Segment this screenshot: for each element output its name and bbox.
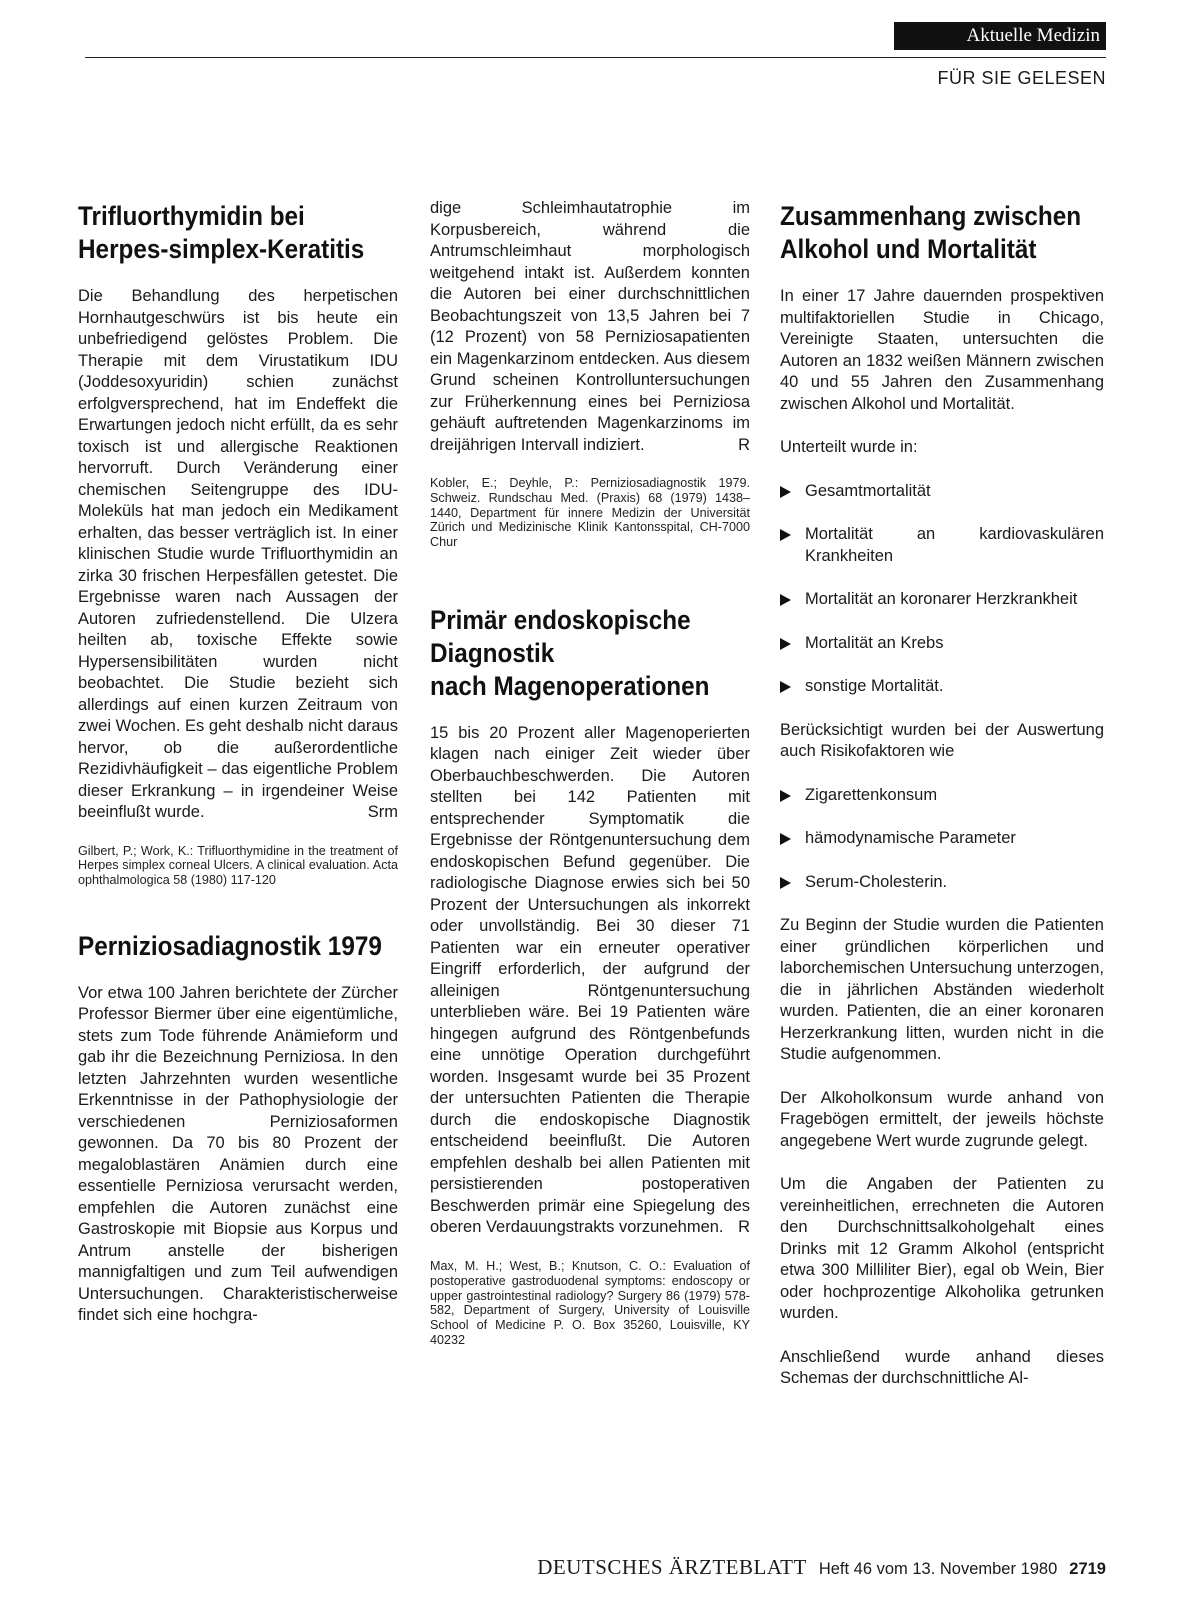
title-line: Primär endoskopische: [430, 604, 691, 635]
article-perniziosa: [78, 930, 398, 1327]
author-signature: R: [738, 1218, 750, 1237]
reference: Gilbert, P.; Work, K.: Trifluorthymidine in the treatment of Herpes simplex corneal Ulcers. A clinical evaluation. Acta ophthalmologica 58 (1980) 117-120: [78, 843, 398, 888]
section-label: Aktuelle Medizin: [894, 22, 1106, 50]
paragraph: Um die Angaben der Patienten zu vereinheitlichen, errechneten die Autoren den Durchschnittsalkoholgehalt eines Drinks mit 12 Gramm Alkohol (entspricht etwa 300 Milliliter Bier), egal ob Wein, Bier oder hochprozentige Alkoholika getrunken wurden.: [780, 1175, 1104, 1322]
title-line: Herpes-simplex-Keratitis: [78, 234, 365, 264]
title-line: Alkohol und Mortalität: [780, 234, 1037, 264]
triangle-bullet-icon: [780, 681, 791, 693]
triangle-bullet-icon: [780, 486, 791, 498]
paragraph: Zu Beginn der Studie wurden die Patienten einer gründlichen körperlichen und laborchemischen Untersuchung unterzogen, die in jährlichen Abständen wiederholt wurden. Patienten, die an einer koronaren Herzerkrankung litten, wurden nicht in die Studie aufgenommen.: [780, 916, 1104, 1063]
journal-name: DEUTSCHES ÄRZTEBLATT: [537, 1555, 807, 1579]
top-rule: [85, 57, 1106, 58]
list-item: Zigarettenkonsum: [780, 785, 1104, 807]
triangle-bullet-icon: [780, 638, 791, 650]
triangle-bullet-icon: [780, 790, 791, 802]
article-title: [78, 200, 402, 266]
mortality-categories: [780, 481, 1104, 698]
list-item: Gesamtmortalität: [780, 481, 1104, 503]
page-footer: [400, 1555, 1106, 1580]
article-endoskopie: [430, 604, 750, 1348]
author-signature: Srm: [367, 803, 398, 821]
rubric-label: FÜR SIE GELESEN: [937, 68, 1106, 88]
risk-factors: [780, 785, 1104, 894]
triangle-bullet-icon: [780, 877, 791, 889]
column-1: [78, 200, 398, 1327]
article-title: [430, 604, 754, 703]
triangle-bullet-icon: [780, 529, 791, 541]
list-item: Mortalität an koronarer Herzkrankheit: [780, 589, 1104, 611]
article-intro: In einer 17 Jahre dauernden prospektiven multifaktoriellen Studie in Chicago, Vereinigte Staaten, untersuchten die Autoren an 1832 weißen Männern zwischen 40 und 55 Jahren den Zusammenhang zwischen Alkohol und Mortalität.: [780, 287, 1104, 413]
article-body: 15 bis 20 Prozent aller Magenoperierten klagen nach einiger Zeit wieder über Oberbauchbeschwerden. Die Autoren stellten bei 142 Patienten mit entsprechender Symptomatik die Ergebnisse der Röntgenuntersuchung dem endoskopischen Befund gegenüber. Die radiologische Diagnose erwies sich bei 50 Prozent der Untersuchungen als inkorrekt oder unvollständig. Bei 30 dieser 71 Patienten war ein erneuter operativer Eingriff erforderlich, der aufgrund der alleinigen Röntgenuntersuchung unterblieben wäre. Bei 19 Patienten wäre hingegen aufgrund des Röntgenbefunds eine unnötige Operation durchgeführt worden. Insgesamt wurde bei 35 Prozent der untersuchten Patienten die Therapie durch die endoskopische Diagnostik entscheidend beeinflußt. Die Autoren empfehlen deshalb bei allen Patienten mit persistierenden postoperativen Beschwerden primär eine Spiegelung des oberen Verdauungstrakts vorzunehmen. R: [430, 723, 750, 1239]
subdivision-label: Unterteilt wurde in:: [780, 438, 918, 456]
reference: Max, M. H.; West, B.; Knutson, C. O.: Evaluation of postoperative gastroduodenal symptoms: endoscopy or upper gastrointestinal radiology? Surgery 86 (1979) 578-582, Department of Surgery, University of Louisville School of Medicine P. O. Box 35260, Louisville, KY 40232: [430, 1258, 750, 1347]
article-alkohol: [780, 200, 1104, 1390]
title-line: Trifluorthymidin bei: [78, 201, 305, 231]
article-body-continued: dige Schleimhautatrophie im Korpusbereich, während die Antrumschleimhaut morphologisch weitgehend intakt ist. Außerdem konnten die Autoren bei einer durchschnittlichen Beobachtungszeit von 13,5 Jahren bei 7 (12 Prozent) von 58 Perniziosapatienten ein Magenkarzinom entdecken. Aus diesem Grund scheinen Kontrolluntersuchungen zur Früherkennung eines bei Perniziosa gehäuft auftretenden Magenkarzinoms im dreijährigen Intervall indiziert. R: [430, 198, 750, 456]
article-trifluorthymidin: [78, 200, 398, 888]
list-item: Serum-Cholesterin.: [780, 872, 1104, 894]
paragraph: Der Alkoholkonsum wurde anhand von Fragebögen ermittelt, der jeweils höchste angegebene Wert wurde zugrunde gelegt.: [780, 1088, 1104, 1150]
title-line: Zusammenhang zwischen: [780, 201, 1082, 231]
triangle-bullet-icon: [780, 594, 791, 606]
reference: Kobler, E.; Deyhle, P.: Perniziosadiagnostik 1979. Schweiz. Rundschau Med. (Praxis) 68 (1979) 1438–1440, Department für innere Medizin der Universität Zürich und Medizinische Klinik Kantonsspital, CH-7000 Chur: [430, 476, 750, 550]
article-title: Perniziosadiagnostik 1979: [78, 930, 382, 961]
title-line: Diagnostik: [430, 637, 555, 668]
risk-factors-intro: Berücksichtigt wurden bei der Auswertung auch Risikofaktoren wie: [780, 720, 1104, 760]
paragraph: Anschließend wurde anhand dieses Schemas der durchschnittliche Al-: [780, 1347, 1104, 1387]
issue-info: Heft 46 vom 13. November 1980: [818, 1560, 1058, 1578]
article-body: Die Behandlung des herpetischen Hornhautgeschwürs ist bis heute ein unbefriedigend gelöstes Problem. Die Therapie mit dem Virustatikum IDU (Joddesoxyuridin) schien zunächst erfolgversprechend, hat im Endeffekt die Erwartungen jedoch nicht erfüllt, da es sehr toxisch ist und allergische Reaktionen hervorruft. Durch Veränderung einer chemischen Seitengruppe des IDU-Moleküls hat man jedoch ein Medikament erhalten, das besser verträglich ist. In einer klinischen Studie wurde Trifluorthymidin an zirka 30 frischen Herpesfällen getestet. Die Ergebnisse waren nach Aussagen der Autoren zufriedenstellend. Die Ulzera heilten ab, toxische Effekte sowie Hypersensibilitäten wurden nicht beobachtet. Die Studie bezieht sich allerdings auf einen kurzen Zeitraum von zwei Wochen. Es geht deshalb nicht daraus hervor, ob die außerordentliche Rezidivhäufigkeit – das eigentliche Problem dieser Erkrankung – in irgendeiner Weise beeinflußt wurde. Srm: [78, 286, 398, 824]
title-line: nach Magenoperationen: [430, 670, 710, 701]
article-title: [780, 200, 1104, 266]
page-number: 2719: [1069, 1560, 1106, 1578]
triangle-bullet-icon: [780, 833, 791, 845]
column-3: [780, 200, 1104, 1390]
column-2: [430, 200, 750, 1348]
list-item: Mortalität an Krebs: [780, 633, 1104, 655]
author-signature: R: [738, 435, 750, 454]
list-item: Mortalität an kardiovaskulären Krankheiten: [780, 524, 1104, 567]
article-body: Vor etwa 100 Jahren berichtete der Zürcher Professor Biermer über eine eigentümliche, stets zum Tode führende Anämieform und gab ihr die Bezeichnung Perniziosa. In den letzten Jahrzehnten wurden wesentliche Erkenntnisse in der Pathophysiologie der verschiedenen Perniziosaformen gewonnen. Da 70 bis 80 Prozent der megaloblastären Anämien durch eine essentielle Perniziosa verursacht werden, empfehlen die Autoren zunächst eine Gastroskopie mit Biopsie aus Korpus und Antrum anstelle der bisherigen mannigfaltigen und zum Teil aufwendigen Untersuchungen. Charakteristischerweise findet sich eine hochgra-: [78, 983, 398, 1325]
list-item: hämodynamische Parameter: [780, 828, 1104, 850]
list-item: sonstige Mortalität.: [780, 676, 1104, 698]
